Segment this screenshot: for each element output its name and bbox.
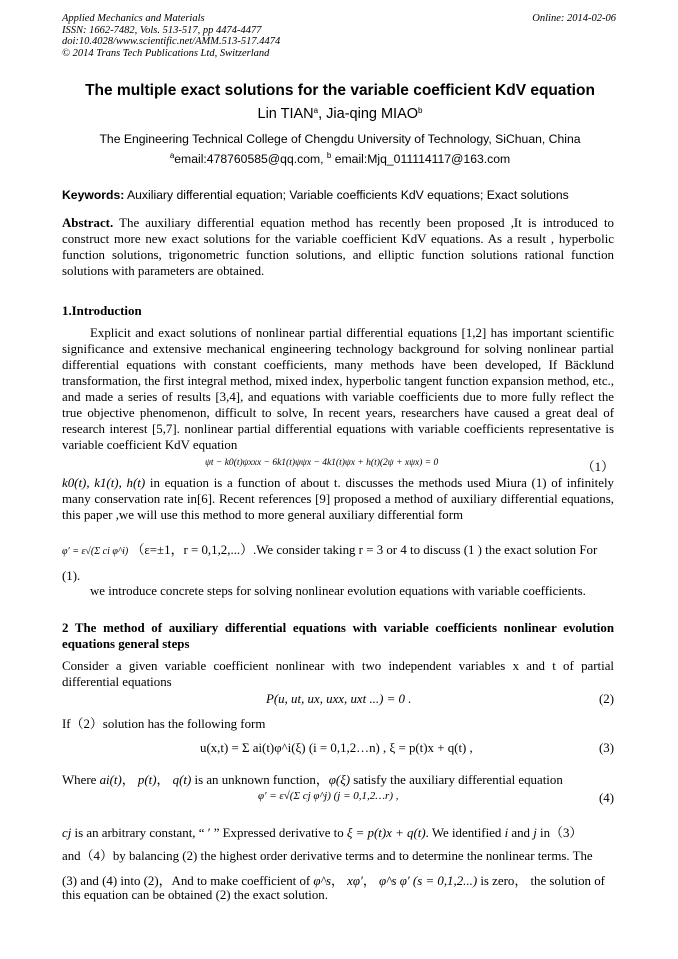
xi-definition: ξ = p(t)x + q(t) [346, 826, 426, 840]
equation-2-number: (2) [598, 692, 614, 706]
author-1-sup: a [313, 106, 319, 115]
intro-paragraph-2-text: in equation is a function of about t. discusses the methods used Miura (1) of infinitely many conservation rate in[6]. Recent references [9] proposed a method of auxiliary differential equations, this paper ,we will use this method to more general auxiliary differential form [62, 476, 614, 522]
section-2-paragraph-2: If（2）solution has the following form [62, 717, 266, 731]
auxiliary-form-params: （ε=±1，r = 0,1,2,...） [131, 543, 254, 557]
auxiliary-form-line [62, 539, 616, 558]
section-2-paragraph-1: Consider a given variable coefficient nonlinear with two independent variables x and t of partial differential equations [62, 659, 614, 689]
function-p: p(t) [137, 773, 157, 787]
equation-4: φ′ = ε√(Σ cj φ^j) (j = 0,1,2…r) , [258, 790, 399, 802]
intro-heading: 1.Introduction [62, 304, 142, 318]
coefficient-text: (3) and (4) into (2)，And to make coefficient of [62, 874, 314, 888]
journal-header [62, 13, 616, 59]
in-three-text: in（3） [536, 826, 583, 840]
auxiliary-form-formula: φ′ = ε√(Σ ci φ^i) [62, 546, 129, 557]
section-2-paragraph-3: Where ai(t)， p(t)， q(t) is an unknown function，φ(ξ) satisfy the auxiliary differential equation [62, 773, 563, 787]
section-2-paragraph-5: and（4）by balancing (2) the highest order derivative terms and to determine the nonlinear terms. The [62, 849, 593, 863]
equation-3: u(x,t) = Σ ai(t)φ^i(ξ) (i = 0,1,2…n) , ξ = p(t)x + q(t) , [200, 741, 473, 755]
and-text: and [508, 826, 534, 840]
section-2-paragraph-6: (3) and (4) into (2)，And to make coefficient of φ^s， xφ′， φ^s φ′ (s = 0,1,2...) is zero， the solution of [62, 874, 605, 888]
coefficient-ai: ai(t) [99, 773, 122, 787]
email-a-sup: a [169, 151, 175, 160]
auxiliary-text: satisfy the auxiliary differential equation [350, 773, 563, 787]
coefficient-functions: k0(t), k1(t), h(t) [62, 476, 146, 490]
author-line [40, 106, 640, 122]
auxiliary-form-tail: .We consider taking r = 3 or 4 to discuss (1 ) the exact solution For [253, 543, 598, 557]
author-2: , Jia-qing MIAO [318, 106, 419, 122]
intro-paragraph-2 [62, 475, 614, 523]
copyright-line: © 2014 Trans Tech Publications Ltd, Switzerland [62, 47, 270, 59]
section-2-paragraph-7: this equation can be obtained (2) the exact solution. [62, 888, 328, 902]
email-b[interactable]: email:Mjq_011114117@163.com [331, 152, 511, 166]
equation-2: P(u, ut, ux, uxx, uxt ...) = 0 . [266, 692, 412, 706]
email-b-sup: b [326, 151, 332, 160]
author-1: Lin TIAN [257, 106, 314, 122]
issn-line: ISSN: 1662-7482, Vols. 513-517, pp 4474-4477 [62, 24, 262, 36]
paper-title: The multiple exact solutions for the variable coefficient KdV equation [85, 82, 595, 99]
unknown-function-text: is an unknown function， [191, 773, 329, 787]
keywords-text: Auxiliary differential equation; Variable coefficients KdV equations; Exact solutions [124, 188, 569, 202]
abstract-label: Abstract. [62, 216, 114, 230]
derivative-text: is an arbitrary constant, “ ′ ” Expressed derivative to [71, 826, 347, 840]
term-phi-s-phi-prime: φ^s φ′ (s = 0,1,2...) [378, 874, 478, 888]
equation-4-number: (4) [598, 791, 614, 805]
equation-3-number: (3) [598, 741, 614, 755]
intro-paragraph-1: Explicit and exact solutions of nonlinear partial differential equations [1,2] has important scientific significance and extensive mechanical engineering technology background for solving nonlinear partial differential equations with constant coefficients, many methods have been developed, If Bäcklund transformation, the first integral method, mixed index, hyperbolic tangent function expansion method, etc., and made a series of results [3,4], and equations with variable coefficients due to more fully reflect the true objective phenomenon, difficult to solve, In recent years, researchers have caused a great deal of research interest [5,7]. nonlinear partial differential equations with variable coefficients representative is variable coefficient KdV equation [62, 326, 614, 452]
keywords [62, 188, 622, 202]
journal-name: Applied Mechanics and Materials [62, 13, 205, 24]
abstract [62, 215, 614, 279]
identified-text: . We identified [425, 826, 505, 840]
index-j: j [533, 826, 537, 840]
equation-1: ψt − k0(t)ψxxx − 6k1(t)ψψx − 4k1(t)ψx + h(t)(2ψ + xψx) = 0 [205, 458, 439, 468]
constant-cj: cj [62, 826, 72, 840]
affiliation: The Engineering Technical College of Chengdu University of Technology, SiChuan, China [99, 132, 581, 146]
online-date: Online: 2014-02-06 [532, 13, 616, 24]
keywords-label: Keywords: [62, 188, 125, 202]
author-2-sup: b [418, 106, 423, 115]
section-2-paragraph-4 [62, 822, 616, 841]
function-q: q(t) [172, 773, 192, 787]
doi-line[interactable]: doi:10.4028/www.scientific.net/AMM.513-517.4474 [62, 36, 281, 47]
email-a[interactable]: email:478760585@qq.com, [174, 152, 327, 166]
zero-text: is zero， the solution of [477, 874, 605, 888]
index-i: i [504, 826, 509, 840]
section-2-heading: 2 The method of auxiliary differential equations with variable coefficients nonlinear evolution equations general steps [62, 621, 614, 651]
intro-paragraph-3-end: (1). [62, 569, 81, 583]
term-x-phi-prime: xφ′ [347, 874, 363, 888]
email-line [40, 152, 640, 166]
term-phi-s: φ^s [313, 874, 331, 888]
function-phi: φ(ξ) [328, 773, 351, 787]
abstract-text: The auxiliary differential equation method has recently been proposed ,It is introduced to construct more new exact solutions for the variable coefficient KdV equations. As a result , hyperbolic function solutions, trigonometric function solutions, and elliptic function solutions rational function solutions with parameters are obtained. [62, 216, 614, 278]
where-text: Where [62, 773, 100, 787]
equation-1-number: （1） [581, 460, 614, 474]
intro-paragraph-4: we introduce concrete steps for solving nonlinear evolution equations with variable coefficients. [90, 584, 586, 598]
